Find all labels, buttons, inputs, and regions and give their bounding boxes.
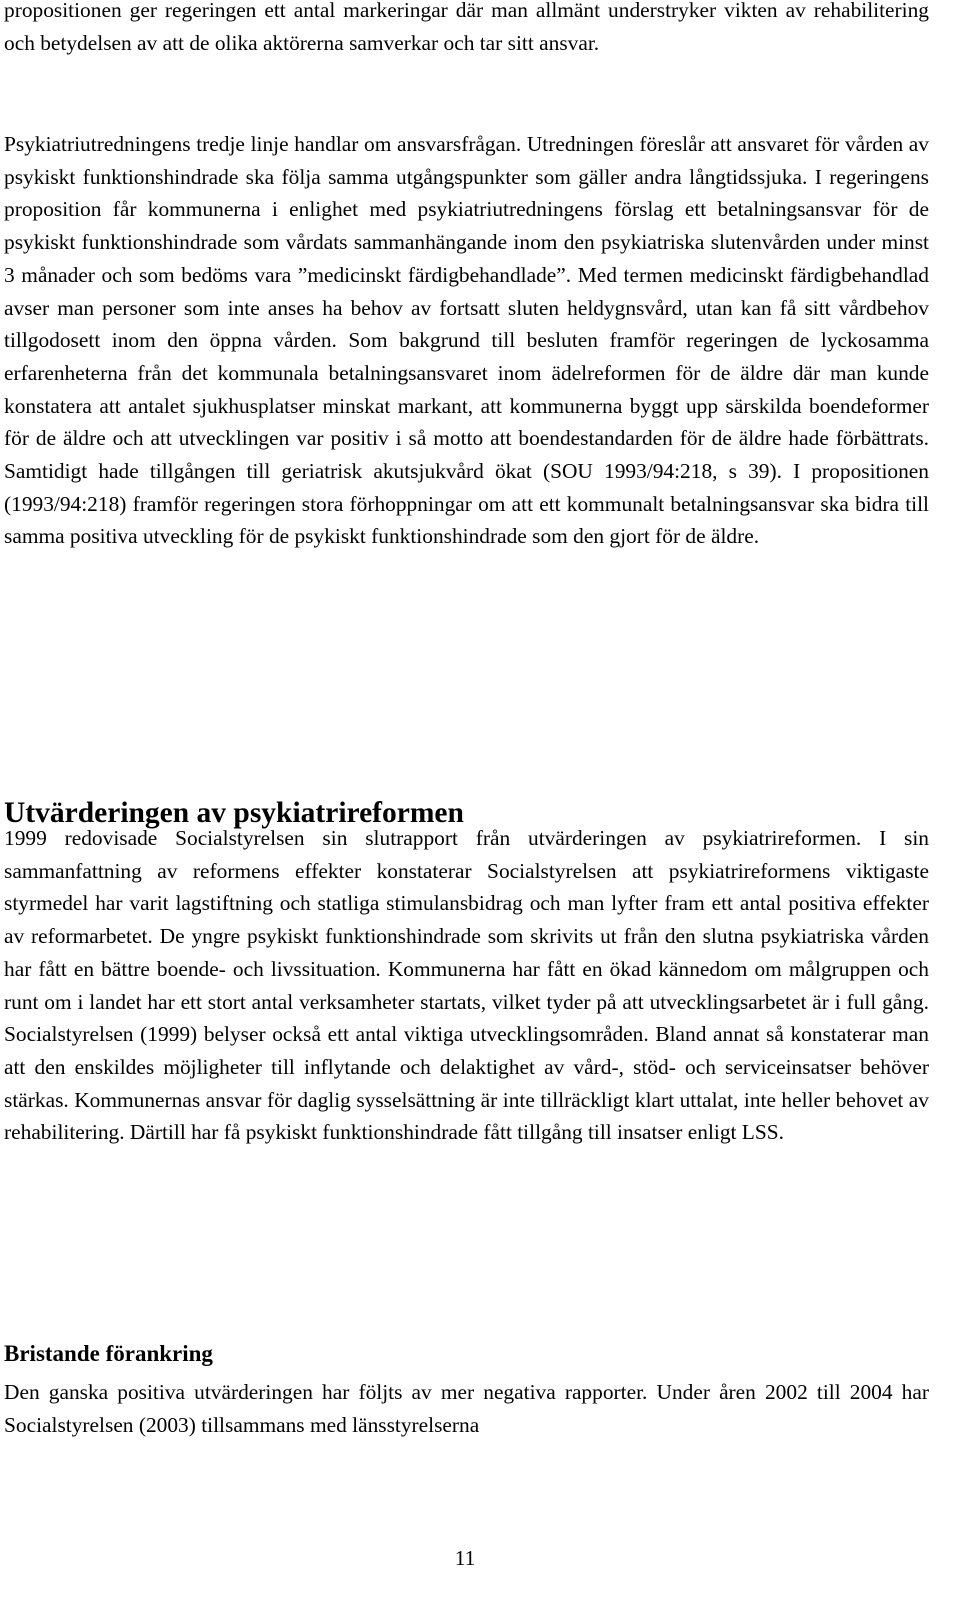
paragraph-responsibility: Psykiatriutredningens tredje linje handlar om ansvarsfrågan. Utredningen föreslår att ansvaret för vården av psykiskt funktionshindrade ska följa samma utgångspunkter som gäller andra långtidssjuka. I regeringens proposition får kommunerna i enlighet med psykiatriutredningens förslag ett betalningsansvar för de psykiskt funktionshindrade som vårdats sammanhängande inom den psykiatriska slutenvården under minst 3 månader och som bedöms vara ”medicinskt färdigbehandlade”. Med termen medicinskt färdigbehandlad avser man personer som inte anses ha behov av fortsatt sluten heldygnsvård, utan kan få sitt vårdbehov tillgodosett inom den öppna vården. Som bakgrund till besluten framför regeringen de lyckosamma erfarenheterna från det kommunala betalningsansvaret inom ädelreformen för de äldre där man kunde konstatera att antalet sjukhusplatser minskat markant, att kommunerna byggt upp särskilda boendeformer för de äldre och att utvecklingen var positiv i så motto att boendestandarden för de äldre hade förbättrats. Samtidigt hade tillgången till geriatrisk akutsjukvård ökat (SOU 1993/94:218, s 39). I propositionen (1993/94:218) framför regeringen stora förhoppningar om att ett kommunalt betalningsansvar ska bidra till samma positiva utveckling för de psykiskt funktionshindrade som den gjort för de äldre. (4, 132, 929, 549)
paragraph-negative-reports: Den ganska positiva utvärderingen har följts av mer negativa rapporter. Under åren 2002 till 2004 har Socialstyrelsen (2003) tillsammans med länsstyrelserna (4, 1380, 929, 1437)
paragraph-proposition-intro: propositionen ger regeringen ett antal markeringar där man allmänt understryker vikten av rehabilitering och betydelsen av att de olika aktörerna samverkar och tar sitt ansvar. (4, 0, 929, 55)
subsection-heading: Bristande förankring (4, 1341, 213, 1366)
paragraph-evaluation: 1999 redovisade Socialstyrelsen sin slutrapport från utvärderingen av psykiatrireformen. I sin sammanfattning av reformens effekter konstaterar Socialstyrelsen att psykiatrireformens viktigaste styrmedel har varit lagstiftning och statliga stimulansbidrag och man lyfter fram ett antal positiva effekter av reformarbetet. De yngre psykiskt funktionshindrade som skrivits ut från den slutna psykiatriska vården har fått en bättre boende- och livssituation. Kommunerna har fått en ökad kännedom om målgruppen och runt om i landet har ett stort antal verksamheter startats, vilket tyder på att utvecklingsarbetet är i full gång. Socialstyrelsen (1999) belyser också ett antal viktiga utvecklingsområden. Bland annat så konstaterar man att den enskildes möjligheter till inflytande och delaktighet av vård-, stöd- och serviceinsatser behöver stärkas. Kommunernas ansvar för daglig sysselsättning är inte tillräckligt klart uttalat, inte heller behovet av rehabilitering. Därtill har få psykiskt funktionshindrade fått tillgång till insatser enligt LSS. (4, 826, 929, 1145)
page-number: 11 (454, 1546, 476, 1570)
section-heading: Utvärderingen av psykiatrireformen (4, 797, 464, 829)
